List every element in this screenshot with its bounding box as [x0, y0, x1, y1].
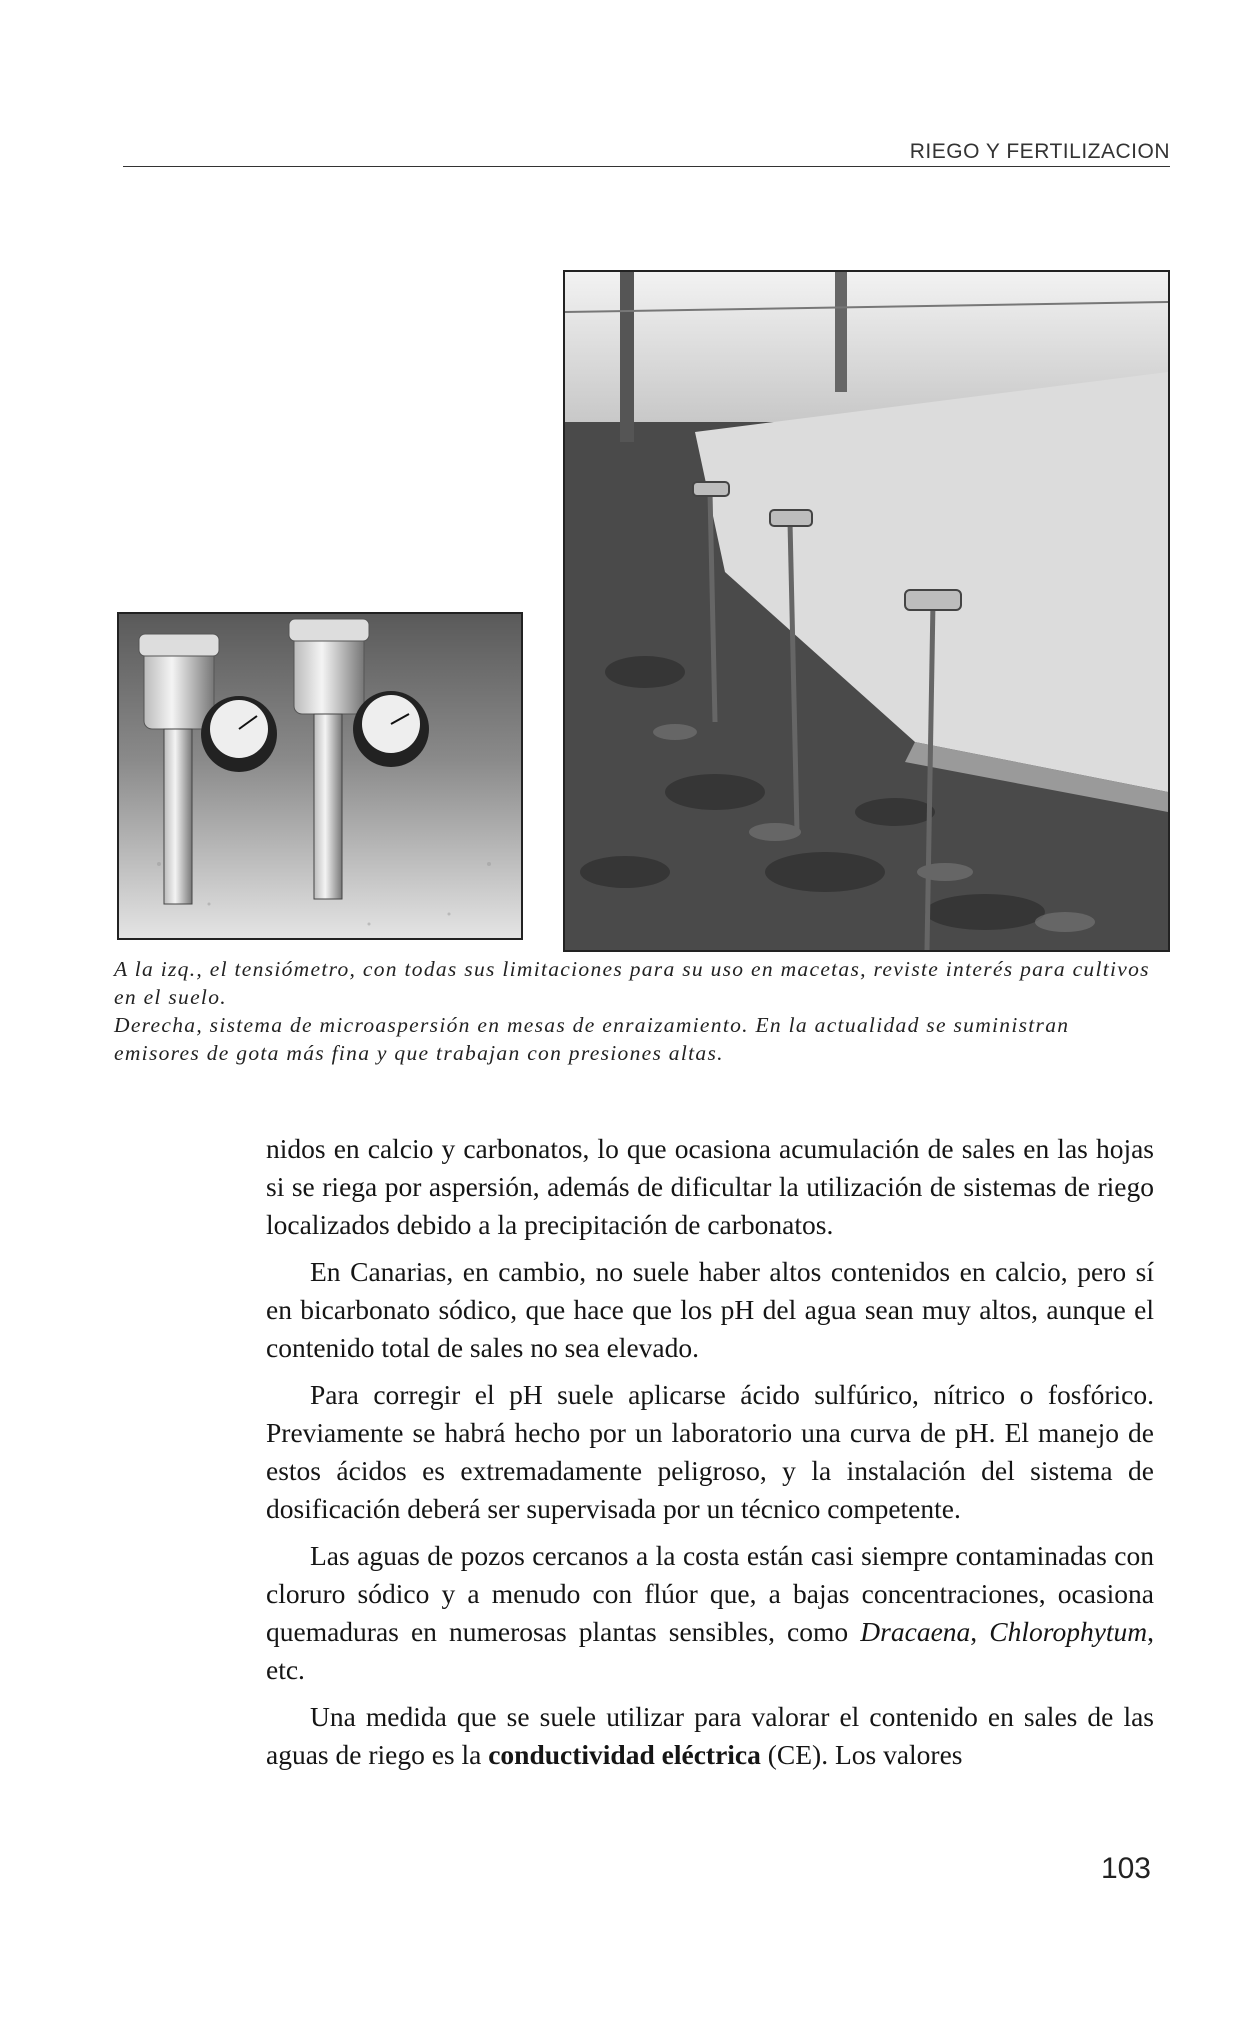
paragraph-5-end: (CE). Los valores — [767, 1739, 963, 1770]
term-conductividad-electrica: conductividad eléctrica — [488, 1739, 761, 1770]
caption-left-description: A la izq., el tensiómetro, con todas sus limitaciones para su uso en macetas, reviste interés para cultivos en el suelo. — [114, 957, 1150, 1009]
tensiometer-photo — [117, 612, 523, 940]
paragraph-1: nidos en calcio y carbonatos, lo que ocasiona acumulación de sales en las hojas si se riega por aspersión, además de dificultar la utilización de sistemas de riego localizados debido a la precipitación de carbonatos. — [266, 1133, 1154, 1240]
separator: , — [970, 1616, 990, 1647]
paragraph-4-text: Las aguas de pozos cercanos a la costa están casi siempre contaminadas con cloruro sódico y a menudo con flúor que, a bajas concentraciones, ocasiona quemaduras en numerosas plantas sensibles, como — [266, 1540, 1154, 1647]
micro-sprinkler-greenhouse-photo — [563, 270, 1170, 952]
genus-chlorophytum: Chlorophytum — [989, 1616, 1148, 1647]
running-header — [123, 136, 1170, 167]
paragraph-2: En Canarias, en cambio, no suele haber altos contenidos en calcio, pero sí en bicarbonato sódico, que hace que los pH del agua sean muy altos, aunque el contenido total de sales no sea elevado. — [266, 1256, 1154, 1363]
caption-right-description: Derecha, sistema de microaspersión en mesas de enraizamiento. En la actualidad se suministran emisores de gota más fina y que trabajan con presiones altas. — [114, 1013, 1070, 1065]
figure-caption — [114, 955, 1154, 1067]
paragraph-4 — [266, 1537, 1154, 1689]
genus-dracaena: Dracaena — [860, 1616, 971, 1647]
paragraph-4-end: , etc. — [266, 1616, 1155, 1685]
running-title: RIEGO Y FERTILIZACION — [909, 140, 1170, 163]
paragraph-5-text: Una medida que se suele utilizar para valorar el contenido en sales de las aguas de riego es la — [266, 1701, 1154, 1770]
paragraph-3: Para corregir el pH suele aplicarse ácido sulfúrico, nítrico o fosfórico. Previamente se habrá hecho por un laboratorio una curva de pH. El manejo de estos ácidos es extremadamente peligroso, y la instalación del sistema de dosificación deberá ser supervisada por un técnico competente. — [266, 1379, 1154, 1524]
body-text — [266, 1130, 1154, 1783]
paragraph-5 — [266, 1698, 1154, 1774]
page-number: 103 — [1100, 1852, 1151, 1885]
